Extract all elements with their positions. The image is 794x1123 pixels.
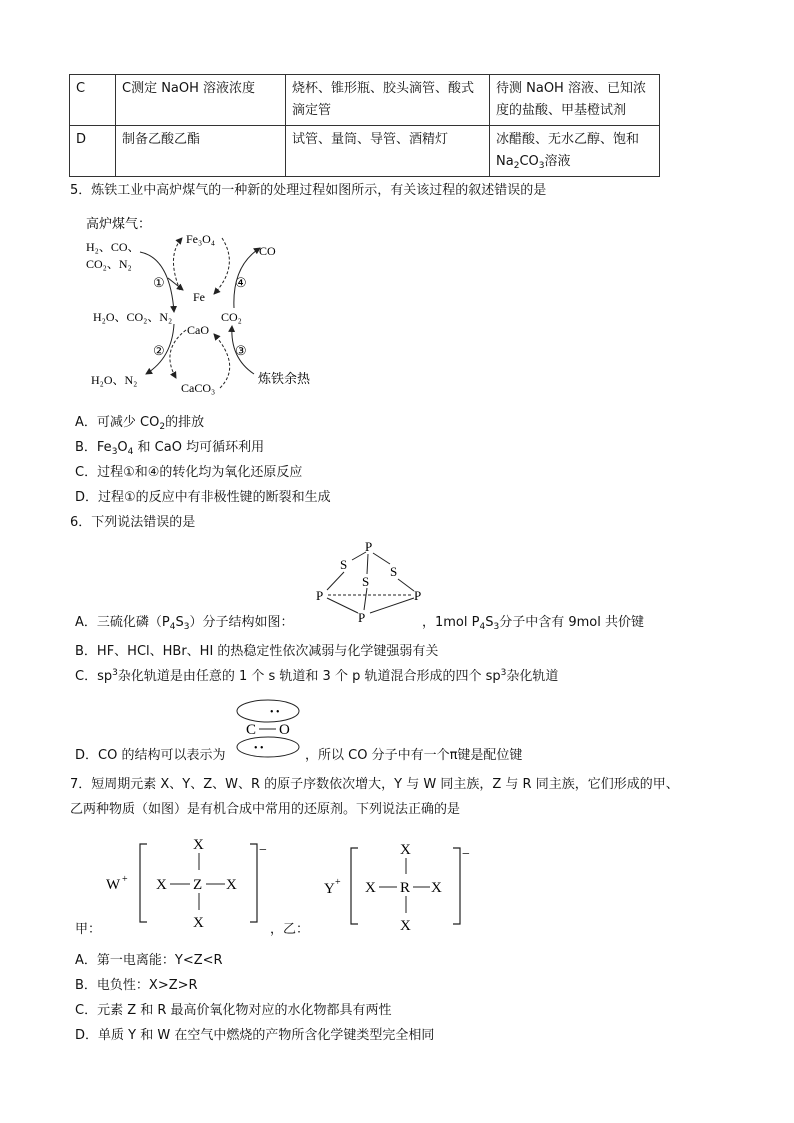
yi-r: R — [400, 880, 411, 896]
q7-option-c: C．元素 Z 和 R 最高价氧化物对应的水化物都具有两性 — [75, 1003, 392, 1018]
arrow-fe3o4-to-fe — [214, 238, 229, 294]
q5-stem: 5．炼铁工业中高炉煤气的一种新的处理过程如图所示，有关该过程的叙述错误的是 — [70, 183, 547, 198]
q5-option-c: C．过程①和④的转化均为氧化还原反应 — [75, 465, 303, 480]
jia-z: Z — [193, 877, 203, 893]
label-fe3o4: Fe₃O₄ — [186, 232, 216, 246]
label-co2: CO₂ — [221, 310, 242, 324]
q6-option-b: B．HF、HCl、HBr、HI 的热稳定性依次减弱与化学键强弱有关 — [75, 644, 439, 659]
q6-option-a-tail: ，1mol $P_4S_3$分子中含有 9mol 共价键 — [422, 615, 644, 632]
jia-minus: − — [259, 843, 267, 858]
table-cell — [490, 126, 660, 177]
label-caco3: CaCO₃ — [181, 381, 216, 395]
reagents-line2: $Na_2CO_3$溶液 — [496, 154, 571, 171]
q7-option-d: D．单质 Y 和 W 在空气中燃烧的产物所含化学键类型完全相同 — [75, 1028, 435, 1043]
jia-x-top: X — [193, 837, 204, 853]
q6-option-a: A．三硫化磷$(P_4S_3)$分子结构如图： — [75, 615, 294, 632]
q6-stem: 6．下列说法错误的是 — [70, 515, 196, 530]
q6-option-d-post: ，所以 CO 分子中有一个π键是配位键 — [305, 748, 523, 763]
apparatus-table — [69, 74, 660, 177]
reagents-line1: 冰醋酸、无水乙醇、饱和 — [496, 132, 640, 147]
label-cao: CaO — [187, 323, 209, 337]
table-cell: 试管、量筒、导管、酒精灯 — [286, 126, 490, 177]
step-3: ③ — [235, 343, 247, 358]
label-mid-left: H₂O、CO₂、N₂ — [93, 310, 173, 324]
step-1: ① — [153, 275, 165, 290]
q7-stem-line2: 乙两种物质（如图）是有机合成中常用的还原剂。下列说法正确的是 — [70, 802, 461, 817]
label-fe: Fe — [193, 290, 205, 304]
q7-stem-line1: 7．短周期元素 X、Y、Z、W、R 的原子序数依次增大，Y 与 W 同主族，Z 与 R 同主族，它们形成的甲、 — [70, 777, 679, 792]
step-4: ④ — [235, 275, 247, 290]
atom-p-bottom: P — [358, 610, 366, 625]
step-2: ② — [153, 343, 165, 358]
table-row — [70, 75, 660, 126]
co-top-dots: • • — [270, 707, 280, 718]
q7-option-a: A．第一电离能：Y<Z<R — [75, 953, 223, 968]
label-co: CO — [259, 244, 276, 258]
yi-x-bottom: X — [400, 918, 411, 934]
table-cell: C测定 NaOH 溶液浓度 — [116, 75, 286, 126]
arrow-fe-to-fe3o4 — [173, 238, 182, 290]
q5-option-b: B．$Fe_3O_4$ 和 CaO 均可循环利用 — [75, 440, 265, 457]
jia-x-right: X — [226, 877, 237, 893]
atom-s-mid: S — [362, 574, 370, 589]
atom-s-left: S — [340, 557, 348, 572]
blast-furnace-diagram — [82, 208, 332, 408]
q7-yi-label: ，乙： — [270, 922, 310, 937]
jia-plus: + — [122, 874, 128, 885]
co-c: C — [246, 722, 257, 738]
atom-p-right: P — [414, 588, 422, 603]
jia-x-left: X — [156, 877, 167, 893]
arrow-caco3-to-cao — [214, 334, 230, 388]
table-cell: 烧杯、锥形瓶、胶头滴管、酸式滴定管 — [286, 75, 490, 126]
jia-w: W — [106, 877, 121, 893]
yi-x-left: X — [365, 880, 376, 896]
formula-jia — [100, 832, 280, 932]
q6-option-c: C．$sp^3$杂化轨道是由任意的 1 个 s 轨道和 3 个 p 轨道混合形成的四个 $sp^3$杂化轨道 — [75, 668, 559, 684]
q7-option-b: B．电负性：X>Z>R — [75, 978, 198, 993]
q5-option-d: D．过程①的反应中有非极性键的断裂和生成 — [75, 490, 331, 505]
yi-minus: − — [462, 847, 470, 862]
table-row — [70, 126, 660, 177]
yi-x-top: X — [400, 842, 411, 858]
atom-s-right: S — [390, 564, 398, 579]
q7-jia-label: 甲： — [75, 922, 102, 937]
atom-p-top: P — [365, 539, 373, 554]
atom-p-left: P — [316, 588, 324, 603]
gas-in-line1: H₂、CO、 — [86, 240, 140, 254]
table-cell: D — [70, 126, 116, 177]
jia-x-bottom: X — [193, 915, 204, 931]
yi-y: Y — [324, 881, 335, 897]
arrow-step4 — [234, 248, 260, 308]
co-bottom-dots: • • — [254, 743, 264, 754]
yi-x-right: X — [431, 880, 442, 896]
label-heat: 炼铁余热 — [258, 371, 311, 386]
q6-option-d-pre: D．CO 的结构可以表示为 — [75, 748, 226, 763]
co-o: O — [279, 722, 290, 738]
table-cell: 待测 NaOH 溶液、已知浓度的盐酸、甲基橙试剂 — [490, 75, 660, 126]
gas-in-line2: CO₂、N₂ — [86, 257, 132, 271]
p4s3-structure — [310, 536, 430, 628]
yi-plus: + — [335, 877, 341, 888]
table-cell: 制备乙酸乙酯 — [116, 126, 286, 177]
label-out-left: H₂O、N₂ — [91, 373, 138, 387]
diagram-title: 高炉煤气： — [86, 216, 152, 231]
q5-option-a: A．可减少 $CO_2$的排放 — [75, 415, 205, 432]
co-structure — [232, 697, 304, 759]
table-cell: C — [70, 75, 116, 126]
formula-yi — [320, 838, 480, 938]
